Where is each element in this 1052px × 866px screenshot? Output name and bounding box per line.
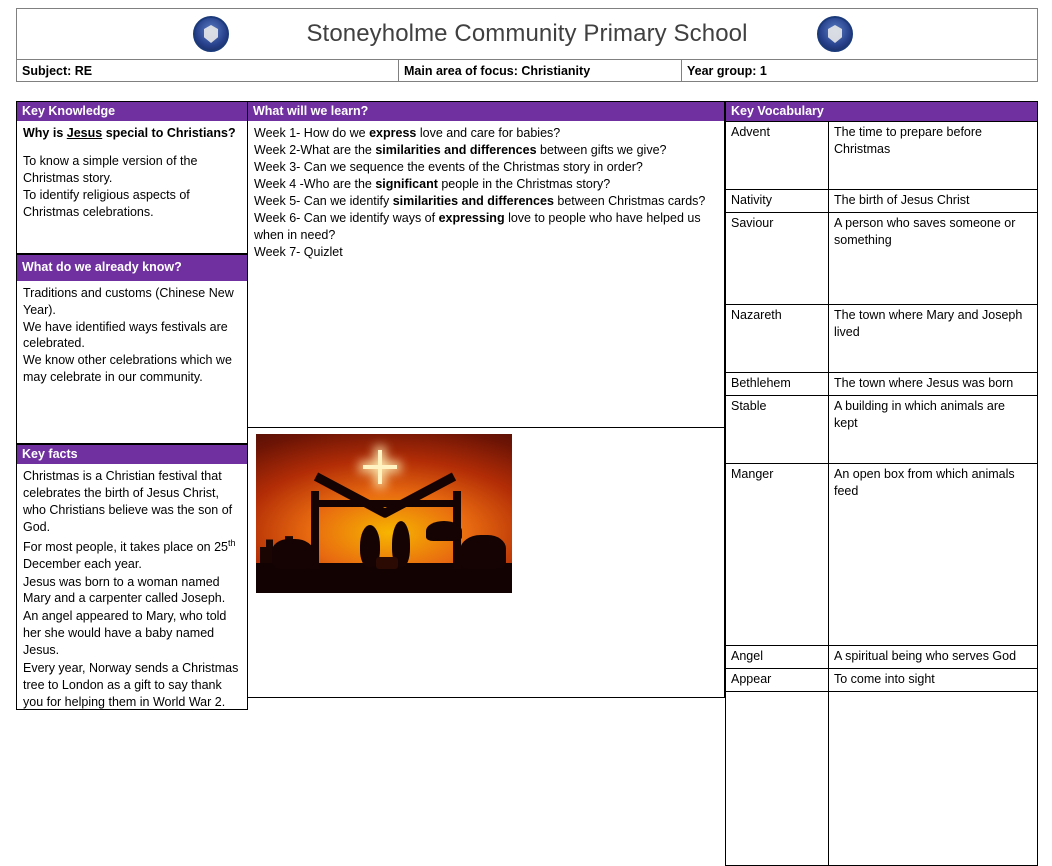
learn-section xyxy=(248,101,725,121)
learn-body xyxy=(248,121,725,428)
already-know-heading: What do we already know? xyxy=(17,255,247,280)
learn-week: Week 4 -Who are the significant people in the Christmas story? xyxy=(254,177,611,191)
vocab-definition: A person who saves someone or something xyxy=(829,213,1038,305)
vocab-definition: A spiritual being who serves God xyxy=(829,646,1038,669)
vocab-definition: To come into sight xyxy=(829,669,1038,692)
nativity-scene-image xyxy=(256,434,512,593)
vocab-definition: A building in which animals are kept xyxy=(829,396,1038,464)
page-title: Stoneyholme Community Primary School xyxy=(306,20,748,47)
key-knowledge-question: Why is Jesus special to Christians? xyxy=(23,126,236,141)
learn-week: Week 2-What are the similarities and differences between gifts we give? xyxy=(254,143,667,158)
vocab-term-empty xyxy=(726,691,829,865)
school-crest-icon xyxy=(817,16,853,52)
table-row xyxy=(726,669,1038,692)
middle-column xyxy=(248,101,725,698)
table-row xyxy=(726,122,1038,190)
vocabulary-table xyxy=(725,121,1038,866)
vocab-term: Manger xyxy=(726,464,829,646)
already-know-line: Traditions and customs (Chinese New Year). xyxy=(23,285,234,317)
key-knowledge-section xyxy=(16,101,248,121)
already-know-line: We have identified ways festivals are celebrated. xyxy=(23,319,228,351)
table-row xyxy=(726,190,1038,213)
table-row xyxy=(726,305,1038,373)
table-row xyxy=(726,213,1038,305)
animal-silhouette xyxy=(272,539,314,569)
right-column xyxy=(725,101,1038,866)
table-row xyxy=(726,646,1038,669)
vocab-term: Advent xyxy=(726,122,829,190)
already-know-line: We know other celebrations which we may celebrate in our community. xyxy=(23,353,232,385)
vocabulary-section xyxy=(725,101,1038,121)
manger-silhouette xyxy=(376,557,398,569)
vocab-term: Saviour xyxy=(726,213,829,305)
key-facts-line: Every year, Norway sends a Christmas tree to London as a gift to say thank you for helping them in World War 2. xyxy=(23,660,239,709)
learn-week: Week 7- Quizlet xyxy=(254,244,343,259)
vocab-definition-empty xyxy=(829,691,1038,865)
year-group-field: Year group: 1 xyxy=(687,63,767,78)
key-facts-heading: Key facts xyxy=(17,445,247,464)
table-row xyxy=(726,396,1038,464)
vocab-definition: The time to prepare before Christmas xyxy=(829,122,1038,190)
key-facts-section xyxy=(16,444,248,464)
key-knowledge-heading: Key Knowledge xyxy=(17,102,247,121)
table-row xyxy=(726,464,1038,646)
learn-week: Week 6- Can we identify ways of expressing love to people who have helped us when in need? xyxy=(254,210,701,242)
vocab-term: Nazareth xyxy=(726,305,829,373)
school-crest-icon xyxy=(193,16,229,52)
key-knowledge-body xyxy=(16,121,248,254)
key-knowledge-line: To identify religious aspects of Christmas celebrations. xyxy=(23,188,190,219)
key-facts-line: For most people, it takes place on 25th December each year. xyxy=(23,537,236,571)
left-column xyxy=(16,101,248,710)
vocab-definition: The birth of Jesus Christ xyxy=(829,190,1038,213)
key-facts-line: Christmas is a Christian festival that celebrates the birth of Jesus Christ, who Christians believe was the son of God. xyxy=(23,469,233,534)
learn-heading: What will we learn? xyxy=(248,102,724,121)
vocab-definition: The town where Mary and Joseph lived xyxy=(829,305,1038,373)
learn-week: Week 5- Can we identify similarities and differences between Christmas cards? xyxy=(254,193,706,208)
vocab-term: Stable xyxy=(726,396,829,464)
vocab-term: Appear xyxy=(726,669,829,692)
camel-silhouette xyxy=(426,521,462,541)
key-facts-body xyxy=(16,464,248,710)
vocab-definition: The town where Jesus was born xyxy=(829,373,1038,396)
learn-week: Week 1- How do we express love and care for babies? xyxy=(254,126,561,141)
table-row-empty xyxy=(726,691,1038,865)
image-panel xyxy=(248,428,725,698)
vocabulary-heading: Key Vocabulary xyxy=(726,102,1037,121)
star-icon xyxy=(378,450,382,484)
learn-week: Week 3- Can we sequence the events of the Christmas story in order? xyxy=(254,160,643,175)
vocab-term: Nativity xyxy=(726,190,829,213)
stable-beam xyxy=(311,500,461,507)
vocab-term: Bethlehem xyxy=(726,373,829,396)
vocab-term: Angel xyxy=(726,646,829,669)
animal-silhouette xyxy=(460,535,506,569)
key-facts-line: An angel appeared to Mary, who told her she would have a baby named Jesus. xyxy=(23,609,227,658)
focus-field: Main area of focus: Christianity xyxy=(399,60,682,81)
subject-field: Subject: RE xyxy=(17,60,399,81)
vocab-definition: An open box from which animals feed xyxy=(829,464,1038,646)
already-know-section xyxy=(16,254,248,280)
header-meta-row xyxy=(17,59,1037,81)
key-knowledge-line: To know a simple version of the Christmas story. xyxy=(23,154,198,186)
already-know-body xyxy=(16,281,248,444)
header-title-row xyxy=(17,9,1037,59)
table-row xyxy=(726,373,1038,396)
key-facts-line: Jesus was born to a woman named Mary and a carpenter called Joseph. xyxy=(23,574,226,606)
document-header xyxy=(16,8,1038,82)
